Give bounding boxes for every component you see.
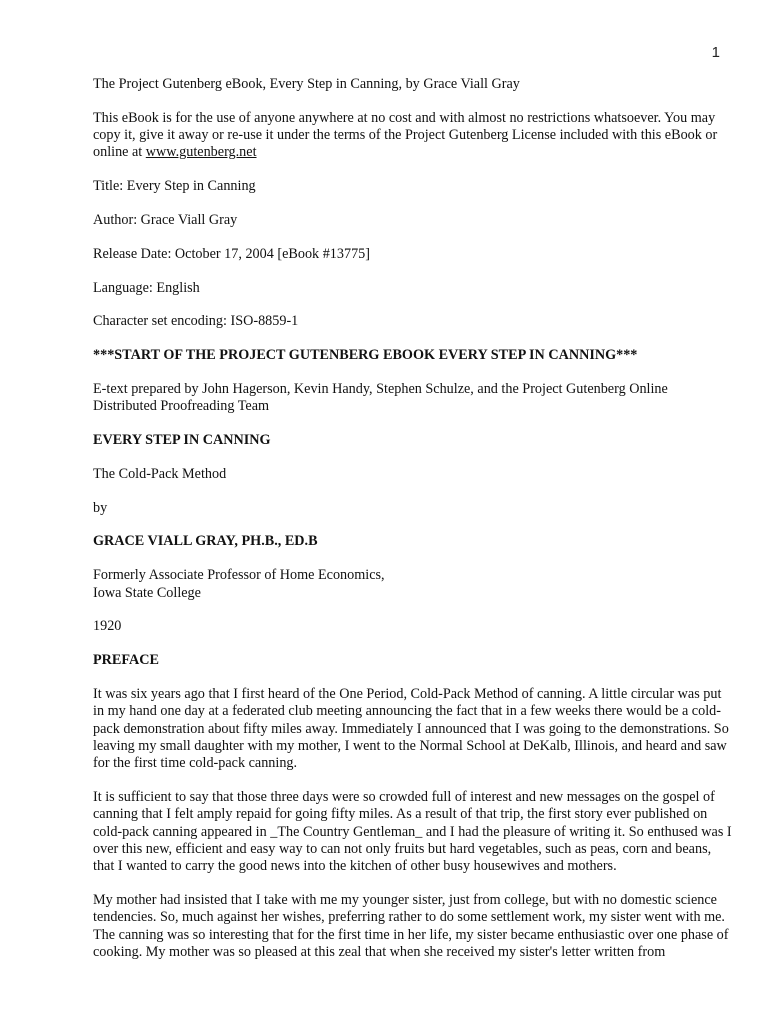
page-number: 1: [711, 44, 720, 61]
gutenberg-link[interactable]: www.gutenberg.net: [145, 144, 257, 161]
credits-paragraph: E-text prepared by John Hagerson, Kevin Handy, Stephen Schulze, and the Project Gutenberg Online Distributed Proofreading Team: [93, 380, 668, 415]
preface-paragraph-1: It was six years ago that I first heard of the One Period, Cold-Pack Method of canning. A little circular was put in my hand one day at a federated club meeting announcing the fact that in a few weeks there would be a cold-pack demonstration about fifty miles away. Immediately I announced that I was going to the demonstrations. So leaving my small daughter with my mother, I went to the Normal School at DeKalb, Illinois, and heard and saw for the first time cold-pack canning.: [93, 685, 729, 772]
start-marker: ***START OF THE PROJECT GUTENBERG EBOOK EVERY STEP IN CANNING***: [93, 347, 638, 364]
author-affiliation: [93, 567, 733, 602]
meta-title: Title: Every Step in Canning: [93, 178, 256, 195]
book-by: by: [93, 499, 108, 516]
book-heading: EVERY STEP IN CANNING: [93, 432, 271, 449]
preface-paragraph-3: My mother had insisted that I take with me my younger sister, just from college, but with no domestic science tendencies. So, much against her wishes, preferring rather to do some settlement work, my sister went with me. The canning was so interesting that for the first time in her life, my sister became enthusiastic over one phase of cooking. My mother was so pleased at this zeal that when she received my sister's letter written from: [93, 891, 729, 960]
affiliation-line-2: Iowa State College: [93, 584, 201, 601]
meta-release-date: Release Date: October 17, 2004 [eBook #13775]: [93, 245, 370, 262]
book-year: 1920: [93, 618, 122, 635]
book-author: GRACE VIALL GRAY, PH.B., ED.B: [93, 533, 318, 550]
meta-language: Language: English: [93, 279, 200, 296]
book-subtitle: The Cold-Pack Method: [93, 465, 227, 482]
preface-heading: PREFACE: [93, 652, 159, 669]
ebook-title-line: The Project Gutenberg eBook, Every Step in Canning, by Grace Viall Gray: [93, 76, 520, 92]
preface-paragraph-2: It is sufficient to say that those three days were so crowded full of interest and new messages on the gospel of canning that I felt amply repaid for going fifty miles. As a result of that trip, the first story ever published on cold-pack canning appeared in _The Country Gentleman_ and I had the pleasure of writing it. So enthused was I over this new, efficient and easy way to can not only fruits but hard vegetables, such as peas, corn and beans, that I wanted to carry the good news into the kitchen of other busy housewives and mothers.: [93, 788, 732, 875]
meta-encoding: Character set encoding: ISO-8859-1: [93, 313, 299, 330]
meta-author: Author: Grace Viall Gray: [93, 211, 238, 228]
license-text: This eBook is for the use of anyone anywhere at no cost and with almost no restrictions whatsoever. You may copy it, give it away or re-use it under the terms of the Project Gutenberg License included with this eBook or online at: [93, 109, 718, 161]
affiliation-line-1: Formerly Associate Professor of Home Economics,: [93, 567, 385, 584]
license-paragraph: [93, 110, 733, 162]
document-body: [93, 76, 733, 978]
